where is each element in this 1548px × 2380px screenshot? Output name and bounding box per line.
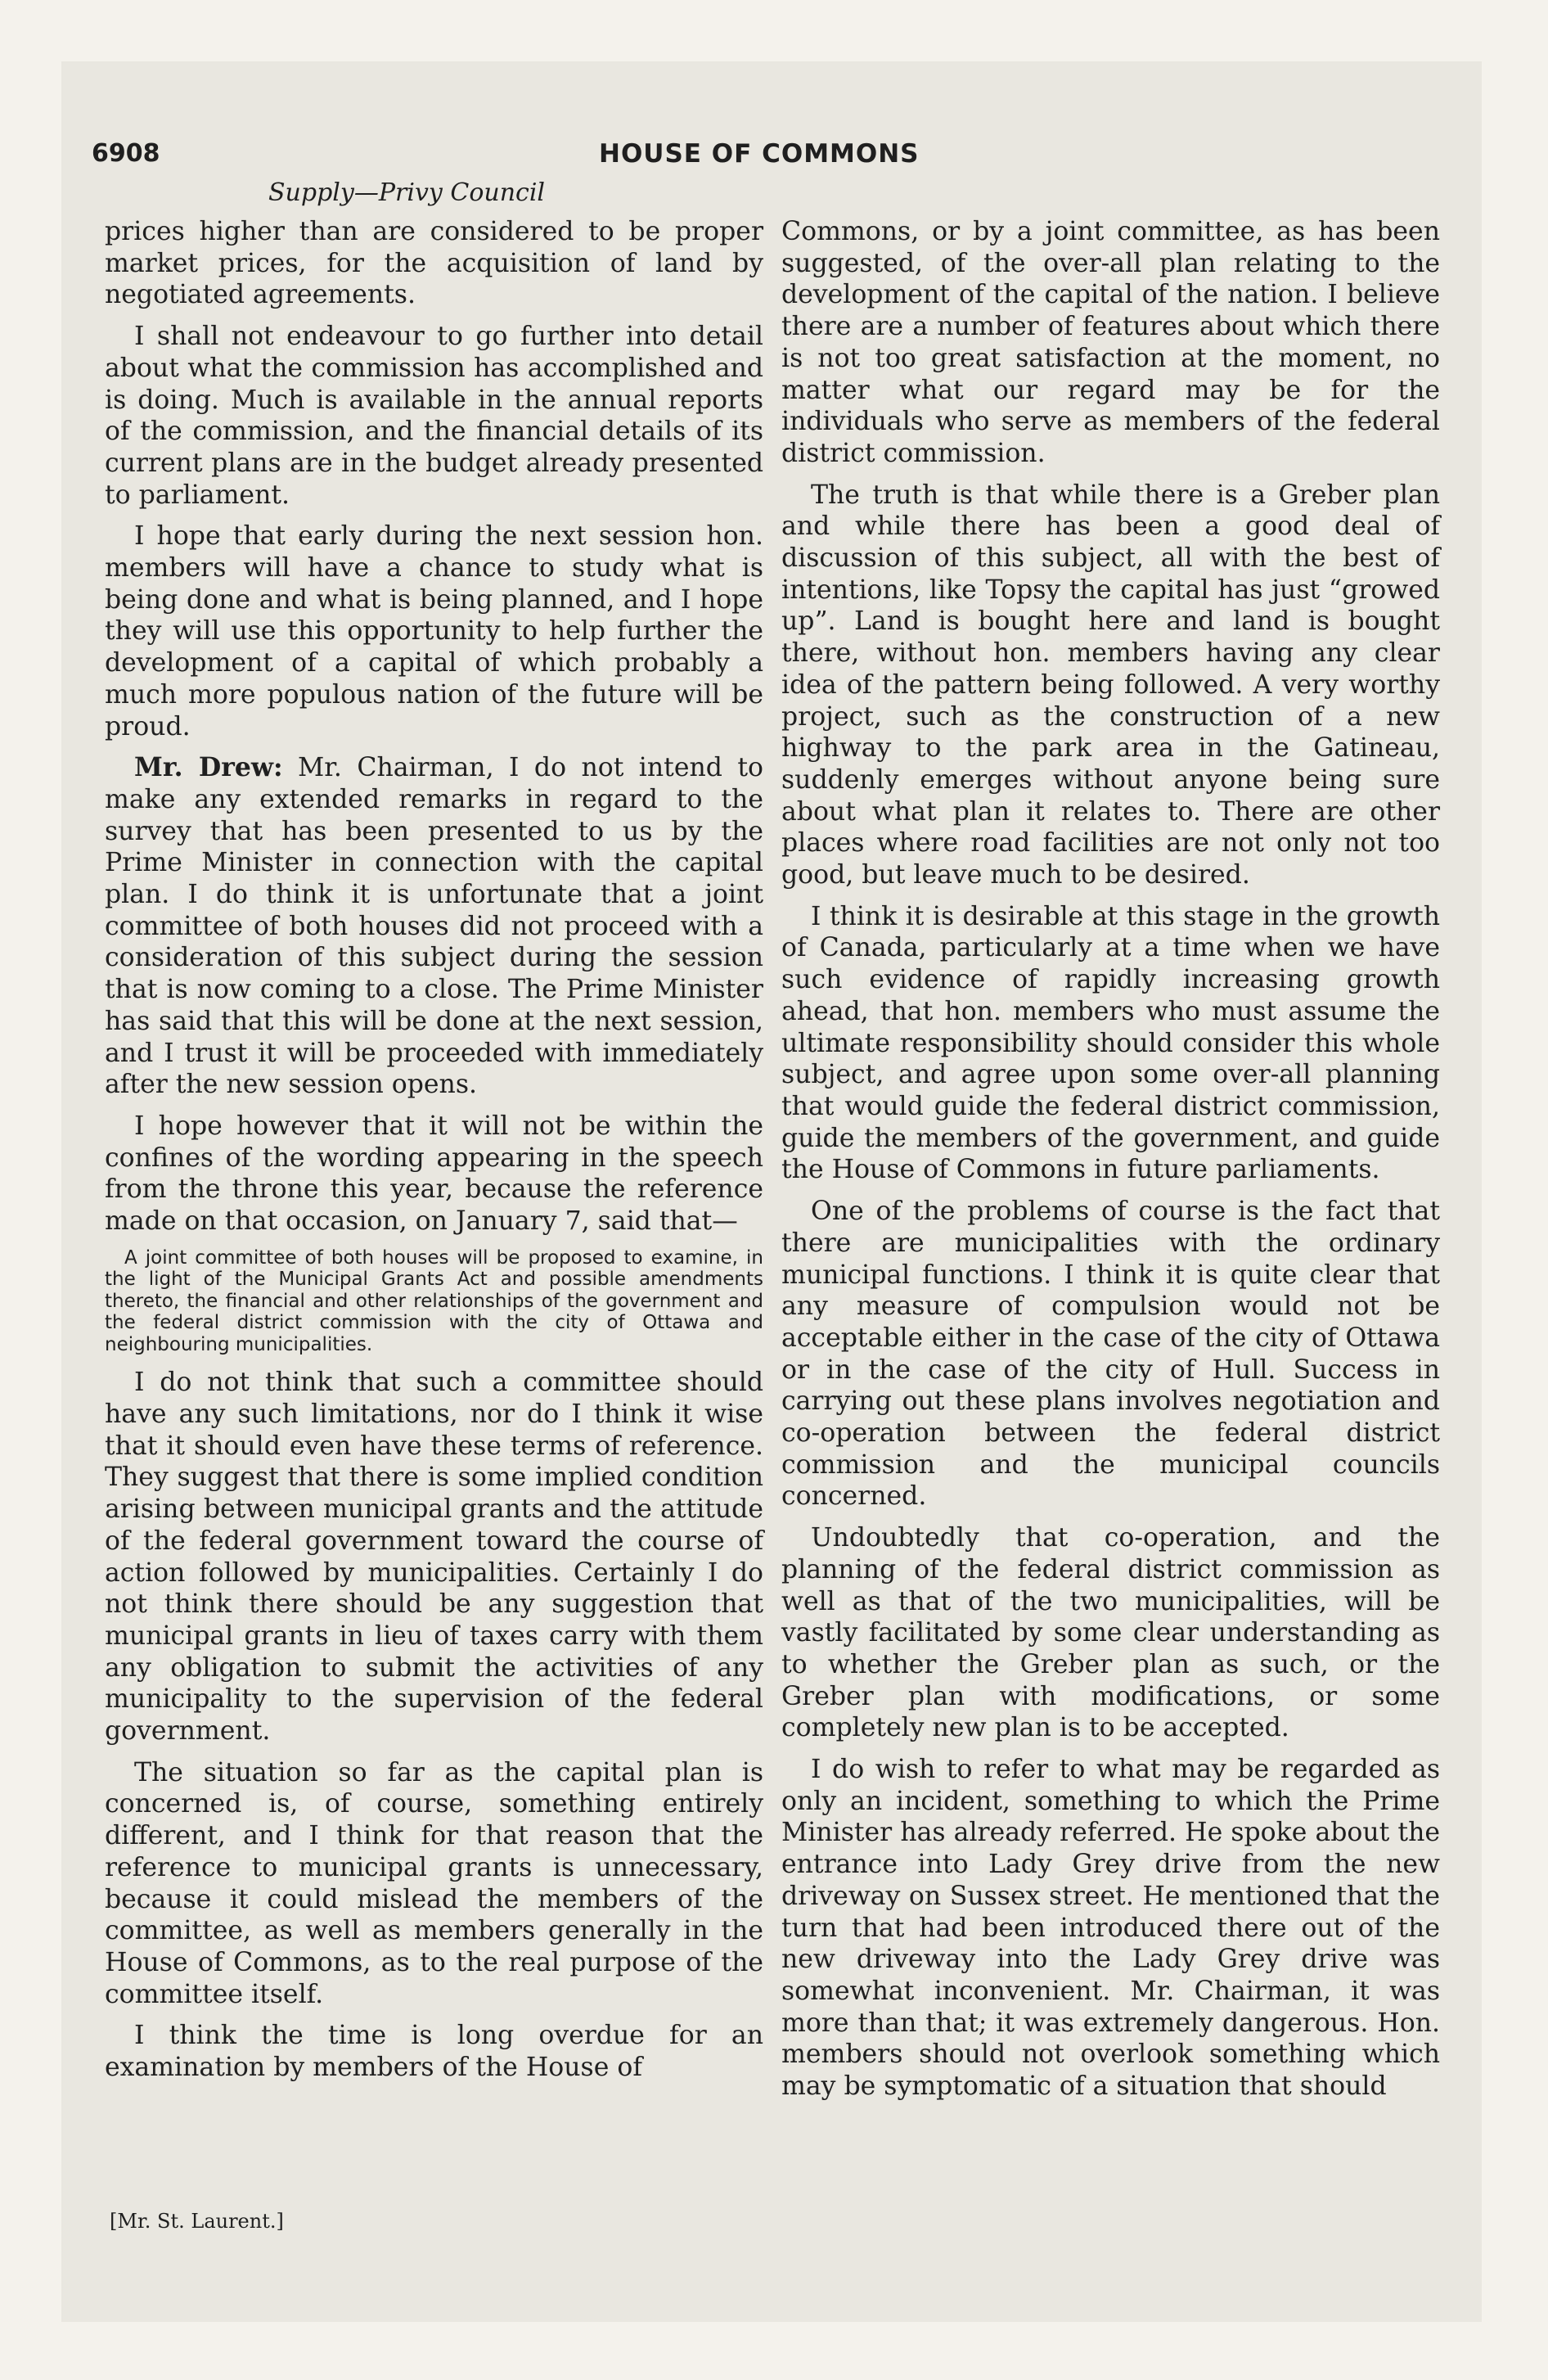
paragraph: Undoubtedly that co-operation, and the planning of the federal district commission as well as that of the two municipalities, will be vastly facilitated by some clear understanding as to whether the Greber plan as such, or the Greber plan with modifications, or some completely new plan is to be accepted. [781, 1523, 1440, 1743]
paragraph: The situation so far as the capital plan is concerned is, of course, something entirely different, and I think for that reason that the reference to municipal grants is unnecessary, because it could mislead the members of the committee, as well as members generally in the House of Commons, as to the real purpose of the committee itself. [105, 1757, 763, 2009]
paragraph: I think the time is long overdue for an examination by members of the House of [105, 2021, 763, 2083]
page-header [92, 139, 1442, 180]
paragraph: I hope however that it will not be within the confines of the wording appearing in the speech from the throne this year, because the reference made on that occasion, on January 7, said that— [105, 1111, 763, 1237]
speaker-name: Mr. Drew: [134, 752, 283, 783]
paragraph: I do wish to refer to what may be regarded as only an incident, something to which the Prime Minister has already referred. He spoke about the entrance into Lady Grey drive from the new driveway on Sussex street. He mentioned that the turn that had been introduced there out of the new driveway into the Lady Grey drive was somewhat inconvenient. Mr. Chairman, it was more than that; it was extremely dangerous. Hon. members should not overlook something which may be symptomatic of a situation that should [781, 1755, 1440, 2102]
section-title: Supply—Privy Council [268, 178, 546, 207]
journal-title: HOUSE OF COMMONS [599, 139, 920, 169]
paragraph [105, 752, 763, 1101]
paragraph: Commons, or by a joint committee, as has been suggested, of the over-all plan relating to the development of the capital of the nation. I believe there are a number of features about which there is not too great satisfaction at the moment, no matter what our regard may be for the individuals who serve as members of the federal district commission. [781, 217, 1440, 468]
paragraph: I think it is desirable at this stage in the growth of Canada, particularly at a time when we have such evidence of rapidly increasing growth ahead, that hon. members who must assume the ultimate responsibility should consider this whole subject, and agree upon some over-all planning that would guide the federal district commission, guide the members of the government, and guide the House of Commons in future parliaments. [781, 901, 1440, 1185]
left-column [105, 216, 763, 2094]
paragraph: One of the problems of course is the fact that there are municipalities with the ordinary municipal functions. I think it is quite clear that any measure of compulsion would not be acceptable either in the case of the city of Ottawa or in the case of the city of Hull. Success in carrying out these plans involves negotiation and co-operation between the federal district commission and the municipal councils concerned. [781, 1197, 1440, 1512]
paragraph: I do not think that such a committee should have any such limitations, nor do I think it wise that it should even have these terms of reference. They suggest that there is some implied condition arising between municipal grants and the attitude of the federal government toward the course of action followed by municipalities. Certainly I do not think there should be any suggestion that municipal grants in lieu of taxes carry with them any obligation to submit the activities of any municipality to the supervision of the federal government. [105, 1368, 763, 1747]
paragraph: prices higher than are considered to be proper market prices, for the acquisition of land by negotiated agreements. [105, 217, 763, 310]
speaker-footer-reference: [Mr. St. Laurent.] [110, 2210, 284, 2233]
paragraph: The truth is that while there is a Greber plan and while there has been a good deal of discussion of this subject, all with the best of intentions, like Topsy the capital has just “growed up”. Land is bought here and land is bought there, without hon. members having any clear idea of the pattern being followed. A very worthy project, such as the construction of a new highway to the park area in the Gatineau, suddenly emerges without anyone being sure about what plan it relates to. There are other places where road facilities are not only not too good, but leave much to be desired. [781, 480, 1440, 890]
paragraph: I hope that early during the next session hon. members will have a chance to study what is being done and what is being planned, and I hope they will use this opportunity to help further the development of a capital of which probably a much more populous nation of the future will be proud. [105, 521, 763, 741]
page-number: 6908 [92, 139, 160, 168]
right-column [781, 216, 1440, 2112]
block-quote: A joint committee of both houses will be proposed to examine, in the light of the Municipal Grants Act and possible amendments thereto, the financial and other relationships of the government and the federal district commission with the city of Ottawa and neighbouring municipalities. [105, 1246, 763, 1355]
speech-text: Mr. Chairman, I do not intend to make any extended remarks in regard to the survey that has been presented to us by the Prime Minister in connection with the capital plan. I do think it is unfortunate that a joint committee of both houses did not proceed with a consideration of this subject during the session that is now coming to a close. The Prime Minister has said that this will be done at the next session, and I trust it will be proceeded with immediately after the new session opens. [105, 753, 763, 1100]
paragraph: I shall not endeavour to go further into detail about what the commission has accomplished and is doing. Much is available in the annual reports of the commission, and the financial details of its current plans are in the budget already presented to parliament. [105, 322, 763, 510]
